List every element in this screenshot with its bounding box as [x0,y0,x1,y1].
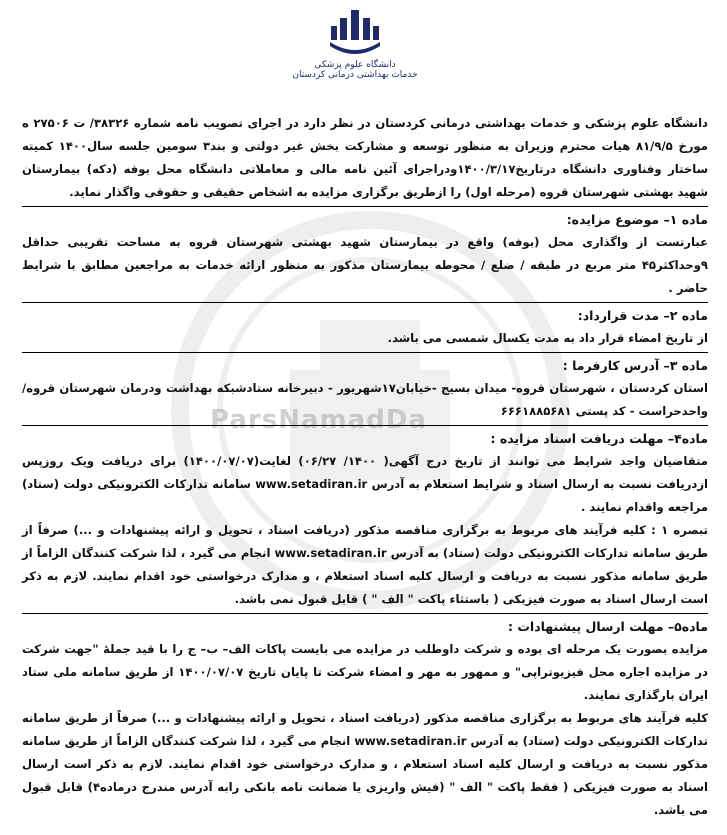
section-body: متقاضیان واجد شرایط می توانند از تاریخ درج آگهی( ۱۴۰۰/ ۰۶/۲۷) لغایت(۱۴۰۰/۰۷/۰۷) برای دریافت ویک روزپس ازدریافت نسبت به ارسال اسناد و شرایط استعلام به آدرس www.setadiran.ir سامانه تدارکات الکترونیکی دولت (ستاد) مراجعه واقدام نمایند . [22,454,708,514]
section-2 [22,302,708,350]
section-title: ماده ۱– موضوع مزایده: [22,206,708,231]
section-body: از تاریخ امضاء قرار داد به مدت یکسال شمسی می باشد. [387,331,708,345]
logo-line-2: خدمات بهداشتی درمانی کردستان [292,70,418,80]
section-1 [22,206,708,300]
section-3 [22,352,708,423]
section-body: استان کردستان ، شهرستان قروه- میدان بسیج -خیابان۱۷شهریور - دبیرخانه ستادشبکه بهداشت ودرمان شهرستان قروه/واحدحراست - کد پستی ۶۶۶۱۸۸۵۶۸۱ [22,381,708,418]
section-body: مزایده بصورت یک مرحله ای بوده و شرکت داوطلب در مزایده می بایست پاکات الف– ب– ج را با قید جملهٔ "جهت شرکت در مزایده اجاره محل فیزیوتراپی" و ممهور به مهر و امضاء شرکت تا پایان تاریخ ۱۴۰۰/۰۷/۰۷ از طریق سامانه ملی ستاد ایران بارگذاری نمایند. [22,642,709,702]
section-4 [22,425,708,611]
section-body: عبارتست از واگذاری محل (بوفه) واقع در بیمارستان شهید بهشتی شهرستان قروه به مساحت تقریبی حداقل ۹وحداکثر۴۵ متر مربع در طبقه / ضلع / محوطه بیمارستان مذکور به منظور ارائه خدمات به مراجعین مطابق با شرایط حاضر . [22,235,708,295]
logo-line-1: دانشگاه علوم پزشکی [314,60,396,70]
section-title: ماده ۲– مدت قرارداد: [22,302,708,327]
section-note: تبصره ۱ : کلیه فرآیند های مربوط به برگزاری مناقصه مذکور (دریافت اسناد ، تحویل و ارائه پیشنهادات و ...) صرفاً از طریق سامانه تدارکات الکترونیکی دولت (ستاد) به آدرس www.setadiran.ir انجام می گیرد ، لذا شرکت کنندگان الزاماً از طریق سامانه مذکور نسبت به دریافت و ارسال کلیه اسناد استعلام ، و مدارک درخواستی خود اقدام نمایند. لازم به ذکر است ارسال اسناد به صورت فیزیکی ( باستثاء پاکت " الف " ) قابل قبول نمی باشد. [22,523,708,606]
university-logo [292,6,418,116]
section-5 [22,613,708,822]
section-title: ماده۴– مهلت دریافت اسناد مزایده : [22,425,708,450]
intro-paragraph: دانشگاه علوم پزشکی و خدمات بهداشتی درمانی کردستان در نظر دارد در اجرای تصویب نامه شماره ۳۸۳۲۶/ ت ۲۷۵۰۶ ه مورخ ۸۱/۹/۵ هیات محترم وزیران به منظور توسعه و مشارکت بخش غیر دولتی و بند۳ سومین جلسه سال۱۴۰۰ کمیته ساختار وفناوری دانشگاه درتاریخ۱۴۰۰/۳/۱۷ودراجرای آئین نامه مالی و معاملاتی دانشگاه محل بوفه (دکه) بیمارستان شهید بهشتی شهرستان قروه (مرحله اول) را ازطریق برگزاری مزایده به اشخاص حقیقی و حقوقی واگذار نماید. [22,116,709,199]
section-note: کلیه فرآیند های مربوط به برگزاری مناقصه مذکور (دریافت اسناد ، تحویل و ارائه پیشنهادات و ...) صرفاً از طریق سامانه تدارکات الکترونیکی دولت (ستاد) به آدرس www.setadiran.ir انجام می گیرد ، لذا شرکت کنندگان الزاماً از طریق سامانه مذکور نسبت به دریافت و ارسال کلیه اسناد استعلام ، و مدارک درخواستی خود اقدام نمایند. لازم به ذکر است ارسال اسناد به صورت فیزیکی ( فقط پاکت " الف " (فیش واریزی یا ضمانت نامه بانکی رابه آدرس مندرج درماده۴) قابل قبول می باشد. [22,711,708,817]
section-title: ماده ۳– آدرس کارفرما : [22,352,708,377]
notice-body [22,112,708,822]
university-logo-icon [328,6,382,60]
watermark-text: ParsNamadDa [210,405,427,435]
section-title: ماده۵– مهلت ارسال پیشنهادات : [22,613,708,638]
